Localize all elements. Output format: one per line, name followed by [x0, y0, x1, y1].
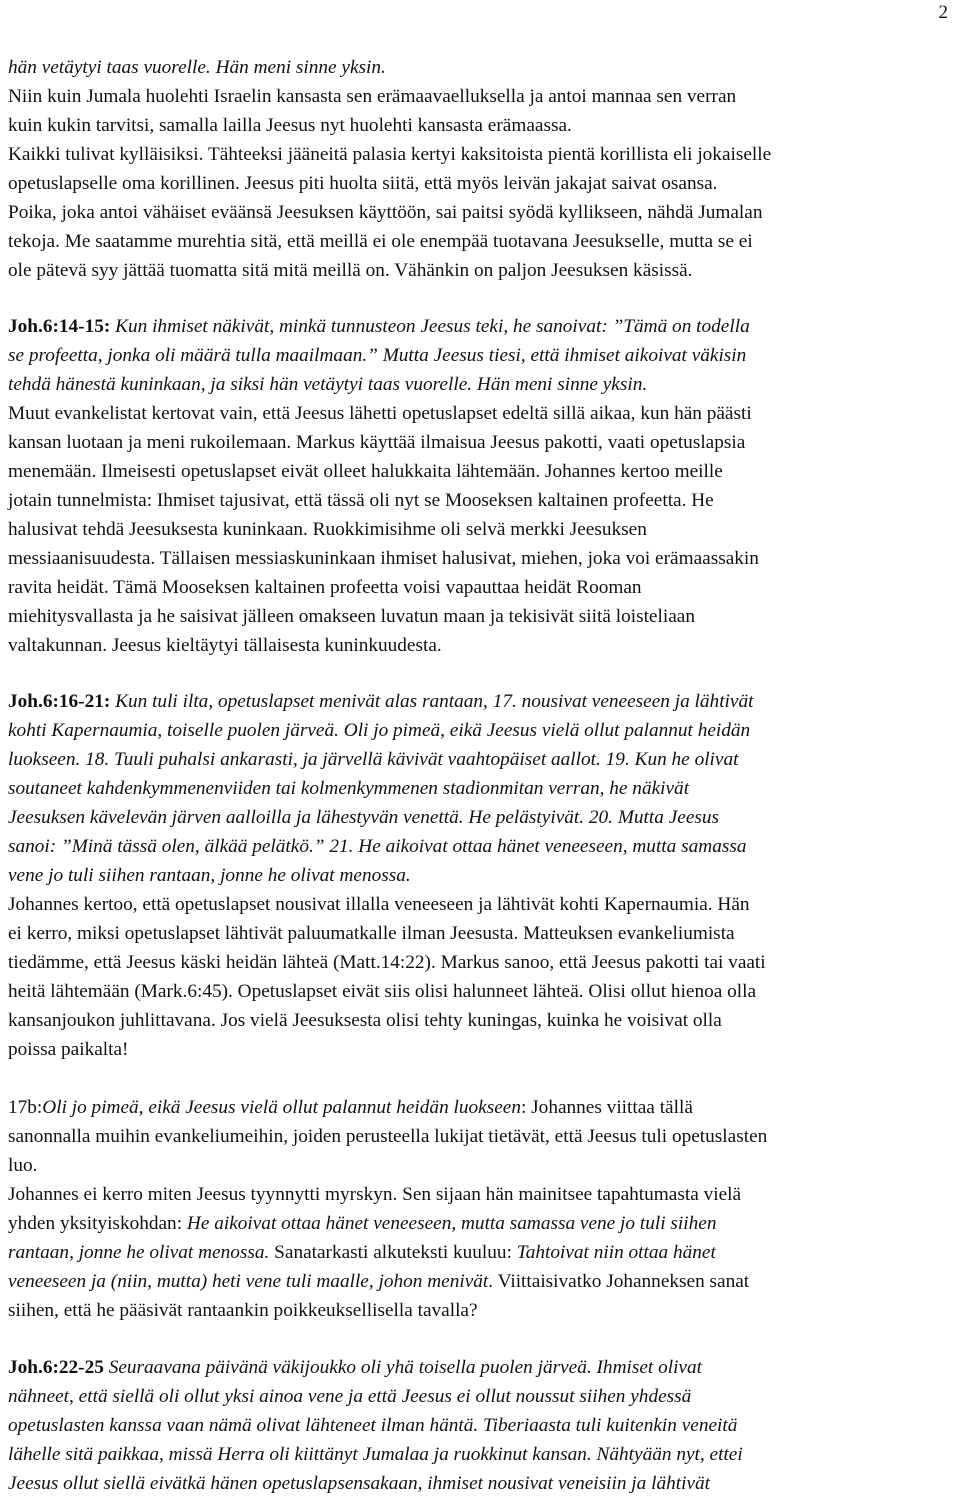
text-line: messiaanisuudesta. Tällaisen messiaskuninkaan ihmiset halusivat, miehen, joka voi erämaassakin — [8, 548, 759, 569]
quote-text: vene jo tuli siihen rantaan, jonne he olivat menossa. — [8, 865, 411, 886]
text-line: luo. — [8, 1155, 38, 1176]
quote-text: Kun tuli ilta, opetuslapset menivät alas rantaan, 17. nousivat veneeseen ja lähtivät — [110, 691, 754, 712]
text-line: ei kerro, miksi opetuslapset lähtivät paluumatkalle ilman Jeesusta. Matteuksen evankeliumista — [8, 923, 735, 944]
quote-text: lähelle sitä paikkaa, missä Herra oli kiittänyt Jumalaa ja ruokkinut kansan. Nähtyään nyt, ettei — [8, 1444, 743, 1465]
text-line: Poika, joka antoi vähäiset eväänsä Jeesuksen käyttöön, sai paitsi syödä kyllikseen, nähdä Jumalan — [8, 202, 763, 223]
page-number: 2 — [938, 2, 948, 23]
quote-text: soutaneet kahdenkymmenenviiden tai kolmenkymmenen stadionmitan verran, he näkivät — [8, 778, 690, 799]
quote-text: Tahtoivat niin ottaa hänet — [516, 1242, 716, 1263]
section-17b — [8, 1093, 953, 1325]
text-line: halusivat tehdä Jeesuksesta kuninkaan. Ruokkimisihme oli selvä merkki Jeesuksen — [8, 519, 647, 540]
quote-text: Seuraavana päivänä väkijoukko oli yhä toisella puolen järveä. Ihmiset olivat — [103, 1357, 702, 1378]
section-joh-6-16 — [8, 687, 953, 1064]
text-line: Johannes ei kerro miten Jeesus tyynnytti myrskyn. Sen sijaan hän mainitsee tapahtumasta vielä — [8, 1184, 742, 1205]
quote-text: veneeseen ja (niin, mutta) heti vene tuli maalle, johon menivät — [8, 1271, 489, 1292]
quote-text: Jeesuksen kävelevän järven aalloilla ja lähestyvän venettä. He pelästyivät. 20. Mutta Jeesus — [8, 807, 720, 828]
quote-text: kohti Kapernaumia, toiselle puolen järveä. Oli jo pimeä, eikä Jeesus vielä ollut palannut heidän — [8, 720, 751, 741]
text-line: opetuslapselle oma korillinen. Jeesus piti huolta siitä, että myös leivän jakajat saivat osansa. — [8, 173, 718, 194]
text-line: poissa paikalta! — [8, 1039, 129, 1060]
text-span: : Johannes viittaa tällä — [521, 1097, 693, 1118]
text-line: jotain tunnelmista: Ihmiset tajusivat, että tässä oli nyt se Mooseksen kaltainen profeetta. He — [8, 490, 714, 511]
text-line: miehitysvallasta ja he saisivat jälleen omakseen luvatun maan ja tekisivät siitä loisteliaan — [8, 606, 695, 627]
text-line: tiedämme, että Jeesus käski heidän lähteä (Matt.14:22). Markus sanoo, että Jeesus pakotti tai vaati — [8, 952, 766, 973]
text-line: Muut evankelistat kertovat vain, että Jeesus lähetti opetuslapset edeltä sillä aikaa, kun hän päästi — [8, 403, 752, 424]
quote-text: sanoi: ”Minä tässä olen, älkää pelätkö.” 21. He aikoivat ottaa hänet veneeseen, mutta samassa — [8, 836, 747, 857]
section-joh-6-14 — [8, 312, 953, 660]
verse-label: 17b: — [8, 1097, 43, 1118]
text-line: siihen, että he pääsivät rantaankin poikkeuksellisella tavalla? — [8, 1300, 478, 1321]
text-line: tekoja. Me saatamme murehtia sitä, että meillä ei ole enempää tuotavana Jeesukselle, mutta se ei — [8, 231, 753, 252]
text-span: yhden yksityiskohdan: — [8, 1213, 187, 1234]
text-line: heitä lähtemään (Mark.6:45). Opetuslapset eivät siis olisi halunneet lähteä. Olisi ollut hienoa olla — [8, 981, 757, 1002]
text-line: kansan luotaan ja meni rukoilemaan. Markus käyttää ilmaisua Jeesus pakotti, vaati opetuslapsia — [8, 432, 746, 453]
quote-text: Oli jo pimeä, eikä Jeesus vielä ollut palannut heidän luokseen — [42, 1097, 521, 1118]
text-span: . Viittaisivatko Johanneksen sanat — [488, 1271, 750, 1292]
text-line: ole pätevä syy jättää tuomatta sitä mitä meillä on. Vähänkin on paljon Jeesuksen käsissä. — [8, 260, 693, 281]
text-line: ravita heidät. Tämä Mooseksen kaltainen profeetta voisi vapauttaa heidät Rooman — [8, 577, 642, 598]
verse-reference: Joh.6:14-15: — [8, 316, 111, 337]
verse-reference: Joh.6:22-25 — [8, 1357, 104, 1378]
text-line: sanonnalla muihin evankeliumeihin, joiden perusteella lukijat tietävät, että Jeesus tuli opetuslasten — [8, 1126, 768, 1147]
text-line: Johannes kertoo, että opetuslapset nousivat illalla veneeseen ja lähtivät kohti Kapernaumia. Hän — [8, 894, 750, 915]
text-line: Kaikki tulivat kylläisiksi. Tähteeksi jääneitä palasia kertyi kaksitoista pientä korillista eli jokaiselle — [8, 144, 772, 165]
quote-text: rantaan, jonne he olivat menossa. — [8, 1242, 270, 1263]
quote-text: Jeesus ollut siellä eivätkä hänen opetuslapsensakaan, ihmiset nousivat veneisiin ja lähtivät — [8, 1473, 711, 1494]
text-line: menemään. Ilmeisesti opetuslapset eivät olleet halukkaita lähtemään. Johannes kertoo meille — [8, 461, 723, 482]
text-line: hän vetäytyi taas vuorelle. Hän meni sinne yksin. — [8, 57, 386, 78]
text-line: kansanjoukon juhlittavana. Jos vielä Jeesuksesta olisi tehty kuningas, kuinka he voisivat olla — [8, 1010, 722, 1031]
text-span: Sanatarkasti alkuteksti kuuluu: — [269, 1242, 517, 1263]
verse-reference: Joh.6:16-21: — [8, 691, 111, 712]
quote-text: se profeetta, jonka oli määrä tulla maailmaan.” Mutta Jeesus tiesi, että ihmiset aikoivat väkisin — [8, 345, 747, 366]
quote-text: tehdä hänestä kuninkaan, ja siksi hän vetäytyi taas vuorelle. Hän meni sinne yksin. — [8, 374, 648, 395]
quote-text: He aikoivat ottaa hänet veneeseen, mutta samassa vene jo tuli siihen — [186, 1213, 717, 1234]
text-line: kuin kukin tarvitsi, samalla lailla Jeesus nyt huolehti kansasta erämaassa. — [8, 115, 572, 136]
text-line: Niin kuin Jumala huolehti Israelin kansasta sen erämaavaelluksella ja antoi mannaa sen verran — [8, 86, 737, 107]
quote-text: luokseen. 18. Tuuli puhalsi ankarasti, ja järvellä kävivät vaahtopäiset aallot. 19. Kun he olivat — [8, 749, 739, 770]
quote-text: nähneet, että siellä oli ollut yksi ainoa vene ja että Jeesus ei ollut noussut siihen yhdessä — [8, 1386, 692, 1407]
quote-text: Kun ihmiset näkivät, minkä tunnusteon Jeesus teki, he sanoivat: ”Tämä on todella — [110, 316, 750, 337]
text-line: valtakunnan. Jeesus kieltäytyi tällaisesta kuninkuudesta. — [8, 635, 442, 656]
top-section — [8, 53, 953, 285]
quote-text: opetuslasten kanssa vaan nämä olivat lähteneet ilman häntä. Tiberiaasta tuli kuitenkin veneitä — [8, 1415, 738, 1436]
section-joh-6-22 — [8, 1353, 953, 1498]
